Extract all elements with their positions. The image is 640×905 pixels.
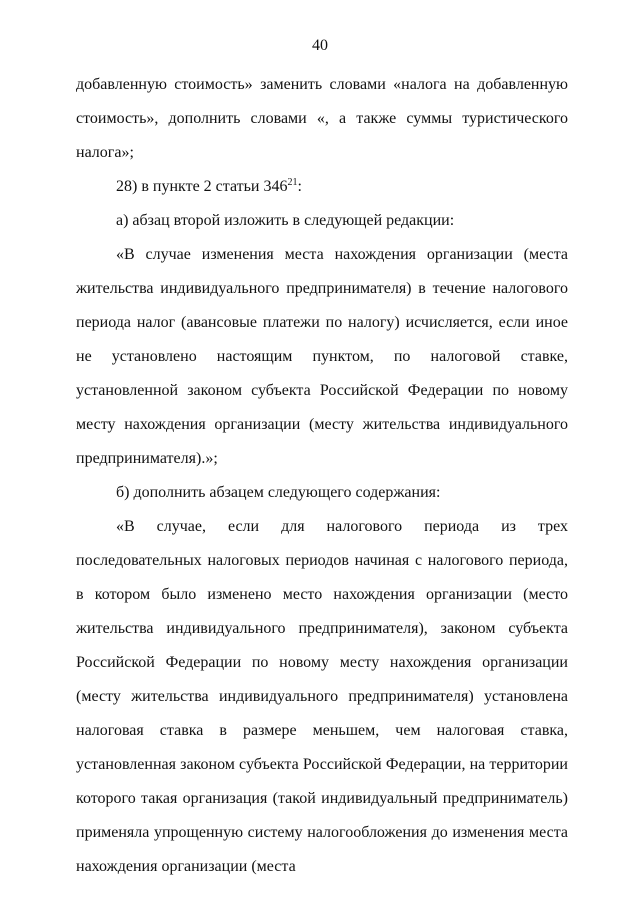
paragraph-quote-b: «В случае, если для налогового периода из трех последовательных налоговых периодов начиная с налогового периода, в котором было изменено место нахождения организации (место жительства индивидуального предпринимателя), законом субъекта Российской Федерации по новому месту нахождения организации (месту жительства индивидуального предпринимателя) установлена налоговая ставка в размере меньшем, чем налоговая ставка, установленная законом субъекта Российской Федерации, на территории которого такая организация (такой индивидуальный предприниматель) применяла упрощенную систему налогообложения до изменения места нахождения организации (места [76, 518, 568, 875]
document-body [76, 68, 568, 884]
item-28-text: 28) в пункте 2 статьи 346 [116, 178, 288, 195]
article-superscript: 21 [287, 177, 298, 188]
item-28-colon: : [297, 178, 302, 195]
paragraph-item-28 [76, 170, 568, 204]
paragraph-subitem-b: б) дополнить абзацем следующего содержания: [116, 484, 441, 501]
paragraph-continuation: добавленную стоимость» заменить словами «налога на добавленную стоимость», дополнить словами «, а также суммы туристического налога»; [76, 76, 568, 161]
page-number: 40 [312, 37, 328, 54]
paragraph-quote-a: «В случае изменения места нахождения организации (места жительства индивидуального предпринимателя) в течение налогового периода налог (авансовые платежи по налогу) исчисляется, если иное не установлено настоящим пунктом, по налоговой ставке, установленной законом субъекта Российской Федерации по новому месту нахождения организации (месту жительства индивидуального предпринимателя).»; [76, 246, 568, 467]
paragraph-subitem-a: а) абзац второй изложить в следующей редакции: [116, 212, 455, 229]
